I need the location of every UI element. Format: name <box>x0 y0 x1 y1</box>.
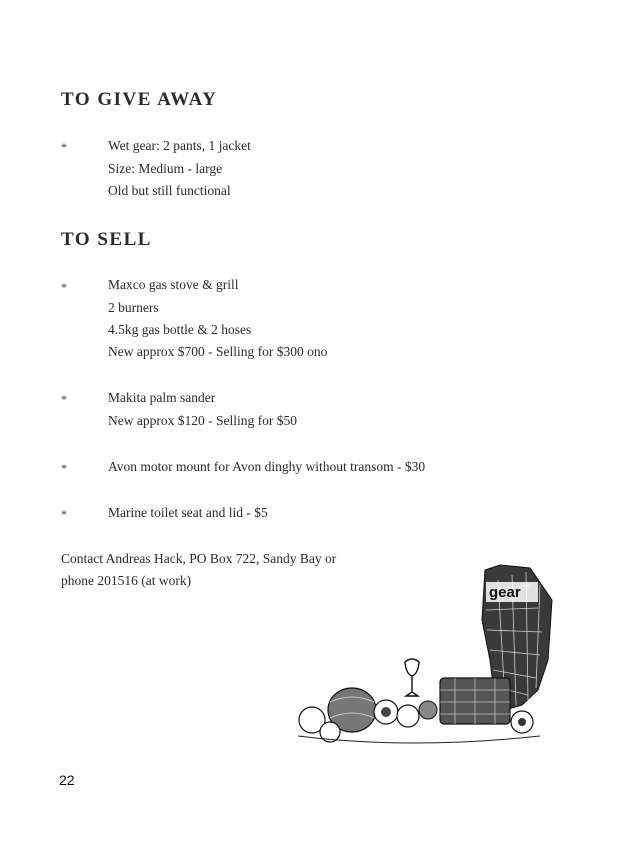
gear-logo: gear <box>489 584 521 601</box>
buoy-shape-5 <box>419 701 437 719</box>
sell-item-4-line-1: Marine toilet seat and lid - $5 <box>108 505 268 520</box>
sell-item-1-bullet: * <box>61 280 67 294</box>
sell-item-1-line-4: New approx $700 - Selling for $300 ono <box>108 344 328 359</box>
sell-item-1-line-1: Maxco gas stove & grill <box>108 277 239 292</box>
give-away-item-1-line-1: Wet gear: 2 pants, 1 jacket <box>108 138 251 153</box>
buoy-shape-4 <box>397 705 419 727</box>
sell-item-2-line-1: Makita palm sander <box>108 390 216 405</box>
sell-item-2-bullet: * <box>61 392 67 406</box>
sell-heading: TO SELL <box>61 229 152 250</box>
sell-item-3-bullet: * <box>61 461 67 475</box>
contact-line-1: Contact Andreas Hack, PO Box 722, Sandy Bay or <box>61 551 337 566</box>
sell-item-1-line-3: 4.5kg gas bottle & 2 hoses <box>108 322 252 337</box>
contact-line-2: phone 201516 (at work) <box>61 573 192 588</box>
sell-item-4-bullet: * <box>61 507 67 521</box>
give-away-heading: TO GIVE AWAY <box>61 89 218 110</box>
give-away-item-1-bullet: * <box>61 140 67 154</box>
give-away-item-1-line-2: Size: Medium - large <box>108 161 223 176</box>
sell-item-1-line-2: 2 burners <box>108 300 159 315</box>
page-number: 22 <box>59 772 75 788</box>
sell-item-2-line-2: New approx $120 - Selling for $50 <box>108 413 297 428</box>
sell-item-3-line-1: Avon motor mount for Avon dinghy without transom - $30 <box>108 459 426 474</box>
gear-pile-illustration <box>290 560 560 750</box>
give-away-item-1-line-3: Old but still functional <box>108 183 231 198</box>
wine-glass-icon <box>405 659 419 696</box>
